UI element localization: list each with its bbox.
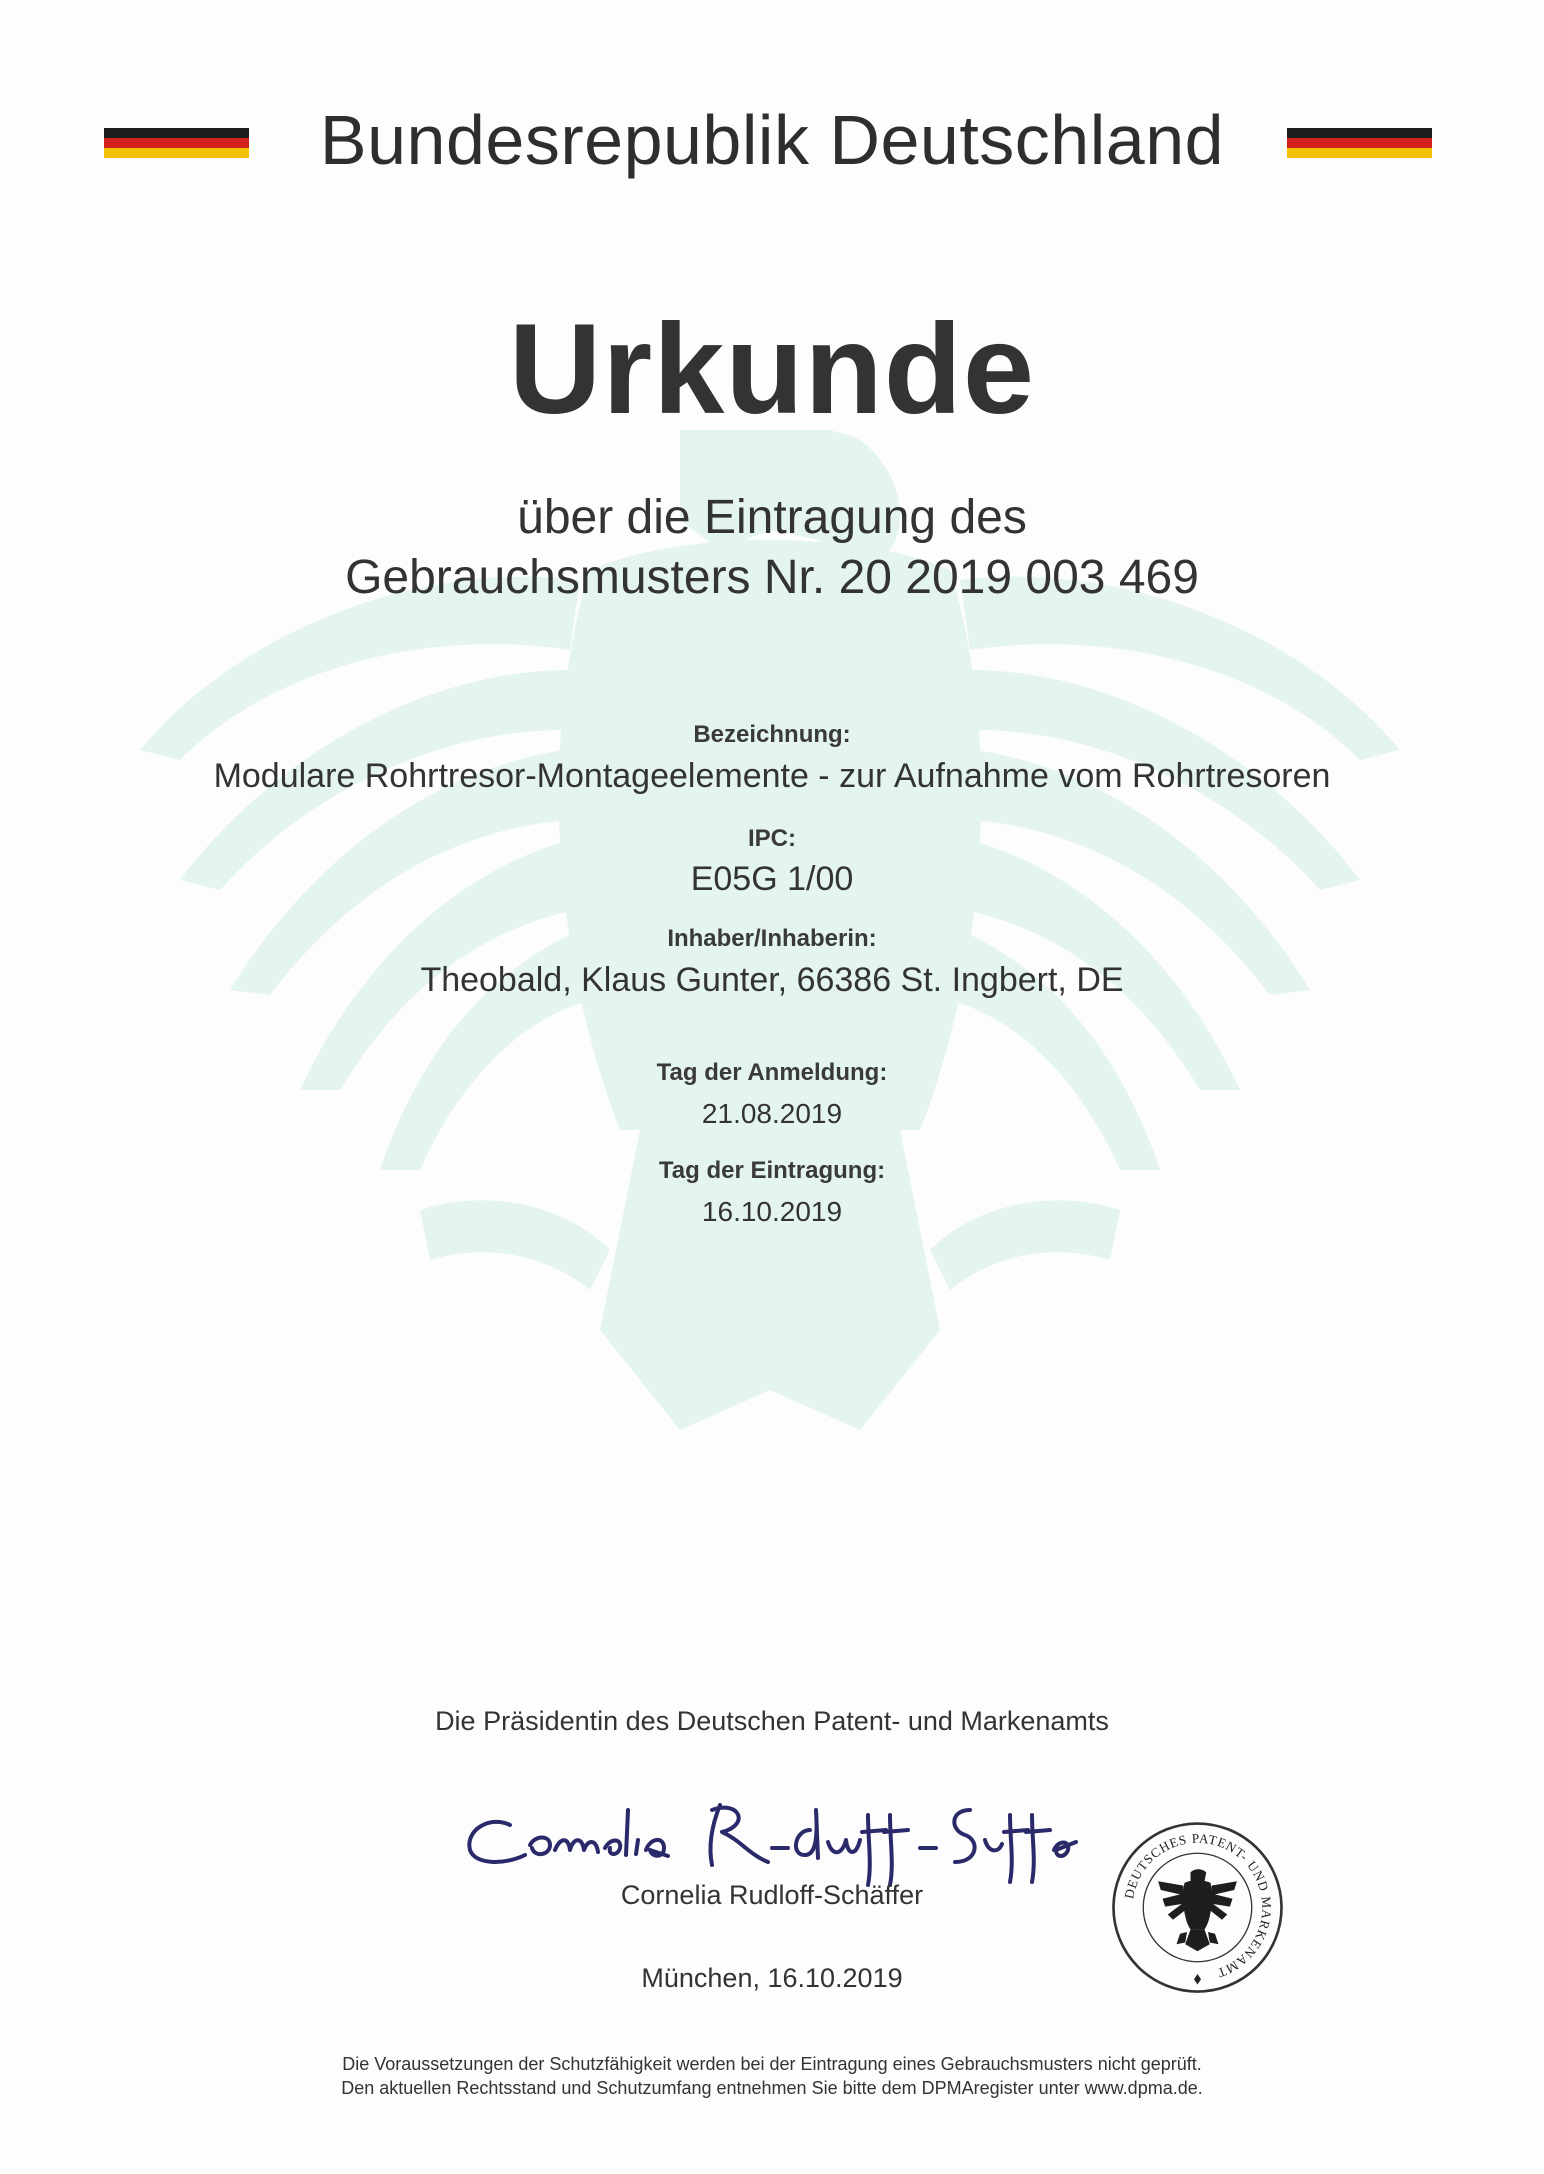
- ipc-label: IPC:: [748, 825, 796, 852]
- subtitle-line-1: über die Eintragung des: [517, 491, 1027, 544]
- seal-text: DEUTSCHES PATENT- UND MARKENAMT: [1121, 1830, 1275, 1982]
- subtitle: [0, 488, 1544, 608]
- dpma-seal-icon: [1110, 1820, 1285, 1995]
- holder-value: Theobald, Klaus Gunter, 66386 St. Ingbert, DE: [420, 961, 1124, 999]
- designation-value: Modulare Rohrtresor-Montageelemente - zur Aufnahme vom Rohrtresoren: [213, 757, 1331, 795]
- german-flag-right-icon: [1287, 128, 1432, 158]
- president-line: Die Präsidentin des Deutschen Patent- und Markenamts: [435, 1706, 1109, 1736]
- holder-label: Inhaber/Inhaberin:: [667, 925, 877, 952]
- subtitle-line-2: Gebrauchsmusters Nr. 20 2019 003 469: [345, 551, 1199, 604]
- ipc-value: E05G 1/00: [690, 860, 854, 898]
- handwritten-signature: [450, 1770, 1090, 1890]
- designation-label: Bezeichnung:: [693, 721, 851, 748]
- document-title: Urkunde: [508, 298, 1036, 441]
- filing-date-value: 21.08.2019: [701, 1098, 843, 1129]
- signer-name: Cornelia Rudloff-Schäffer: [620, 1880, 924, 1910]
- footer-line-1: Die Voraussetzungen der Schutzfähigkeit werden bei der Eintragung eines Gebrauchsmusters nicht geprüft.: [342, 2054, 1202, 2074]
- header: [0, 95, 1544, 185]
- country-title: Bundesrepublik Deutschland: [319, 101, 1225, 179]
- filing-date-label: Tag der Anmeldung:: [656, 1059, 888, 1086]
- footer-note: [0, 2052, 1544, 2100]
- registration-date-label: Tag der Eintragung:: [658, 1157, 886, 1184]
- footer-line-2: Den aktuellen Rechtsstand und Schutzumfang entnehmen Sie bitte dem DPMAregister unter www.dpma.de.: [341, 2078, 1203, 2098]
- registration-date-value: 16.10.2019: [701, 1196, 843, 1227]
- place-and-date: München, 16.10.2019: [641, 1963, 903, 1993]
